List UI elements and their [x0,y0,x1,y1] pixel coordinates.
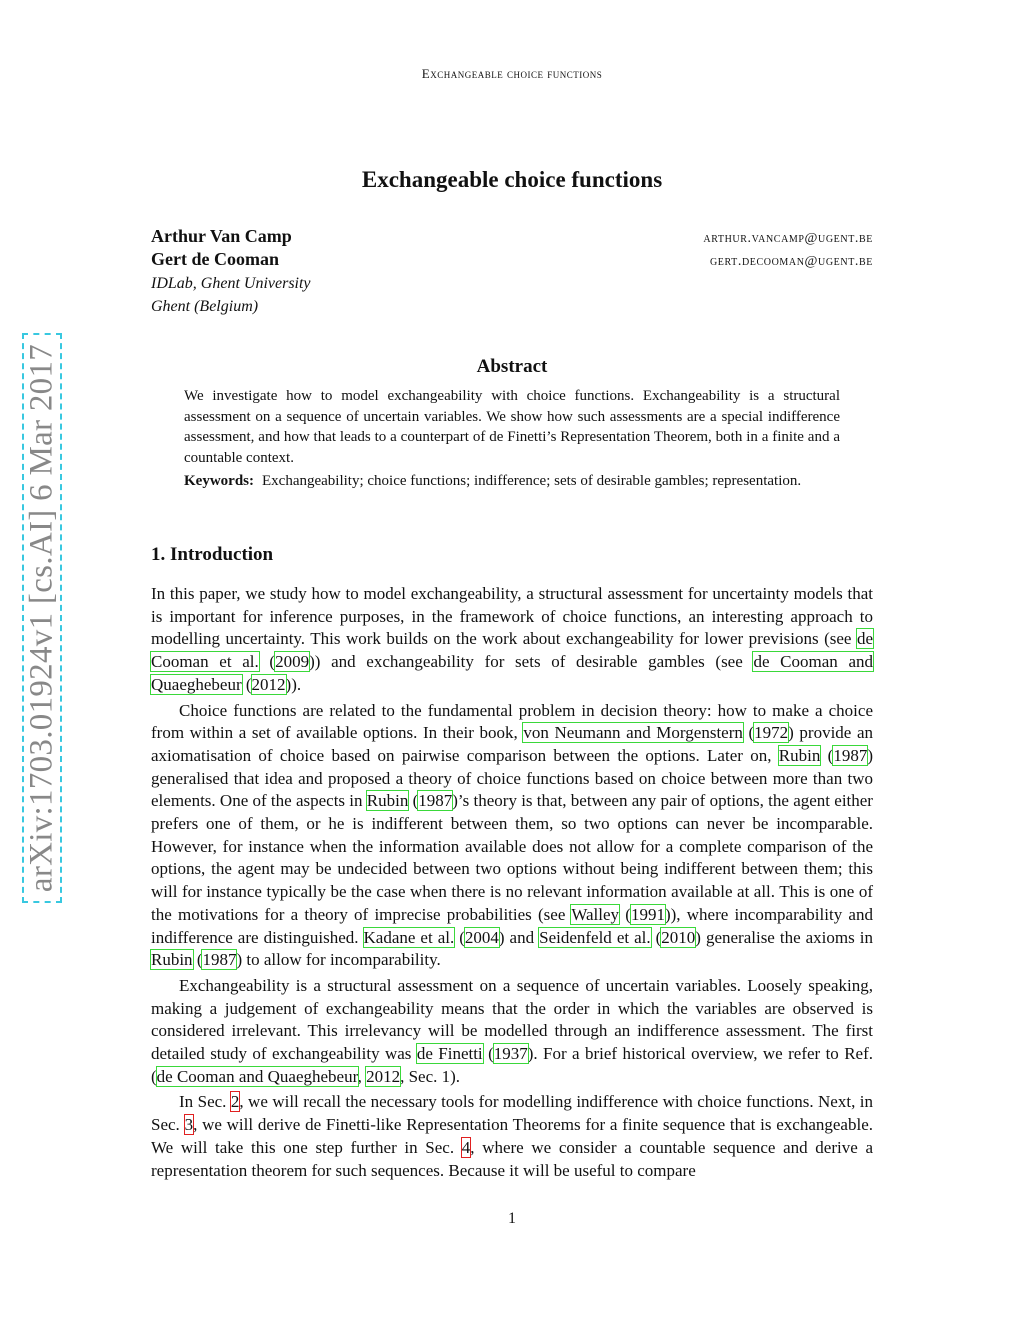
citation-link[interactable]: de Cooman and Quaeghebeur [156,1066,358,1086]
citation-year-link[interactable]: 2004 [464,927,499,947]
citation-link[interactable]: de Cooman et al. [151,629,873,672]
citation-year-link[interactable]: 1987 [202,950,237,970]
paragraph: Exchangeability is a structural assessment on a sequence of uncertain variables. Loosely speaking, making a judgement of exchangeability means that the order in which the variables are observed is considered irrelevant. This irrelevancy will be modelled through an indifference assessment. The first detailed study of exchangeability was de Finetti (1937). For a brief historical overview, we refer to Ref. (de Cooman and Quaeghebeur, 2012, Sec. 1). [151,975,873,1086]
citation-year-link[interactable]: 1987 [833,745,868,765]
paragraph: In this paper, we study how to model exchangeability, a structural assessment for uncertainty models that is important for inference purposes, in the framework of choice functions, an interesting approach to modelling uncertainty. This work builds on the work about exchangeability for lower previsions (see de Cooman et al. (2009)) and exchangeability for sets of desirable gambles (see de Cooman and Quaeghebeur (2012)). [151,584,873,694]
page-number: 1 [508,1210,516,1227]
citation-link[interactable]: Rubin [778,745,821,765]
citation-year-link[interactable]: 2012 [251,674,286,694]
section-ref-link[interactable]: 3 [184,1115,194,1135]
citation-link[interactable]: Seidenfeld et al. [539,927,651,947]
citation-link[interactable]: de Finetti [416,1044,483,1064]
citation-year-link[interactable]: 1991 [630,904,665,924]
abstract-text: We investigate how to model exchangeability with choice functions. Exchangeability is a structural assessment on a sequence of uncertain variables. We show how such assessments are a special indifference assessment, and how that leads to a counterpart of de Finetti’s Representation Theorem, both in a finite and a countable context. [184,388,840,466]
section-ref-link[interactable]: 4 [461,1137,471,1157]
arxiv-identifier-link[interactable] [22,333,62,903]
citation-link[interactable]: von Neumann and Morgenstern [523,723,743,743]
citation-link[interactable]: Rubin [366,791,409,811]
author-block [151,226,873,318]
citation-year-link[interactable]: 1937 [493,1044,528,1064]
citation-year-link[interactable]: 2010 [661,927,696,947]
author-email[interactable]: arthur.vancamp@ugent.be [703,231,873,246]
author-name: Arthur Van Camp [151,226,292,246]
author-email[interactable]: gert.decooman@ugent.be [709,254,873,269]
author-row [151,226,873,249]
citation-year-link[interactable]: 2009 [275,652,310,672]
body-text [151,583,873,1185]
paragraph: In Sec. 2, we will recall the necessary tools for modelling indifference with choice functions. Next, in Sec. 3, we will derive de Finetti-like Representation Theorems for a finite sequence that is exchangeable. We will take this one step further in Sec. 4, where we consider a countable sequence and derive a representation theorem for such sequences. Because it will be useful to compare [151,1092,874,1180]
section-ref-link[interactable]: 2 [230,1092,240,1112]
citation-link[interactable]: Walley [571,904,620,924]
affiliation-line: IDLab, Ghent University [151,275,311,292]
arxiv-identifier-text: arXiv:1703.01924v1 [cs.AI] 6 Mar 2017 [23,343,60,893]
author-name: Gert de Cooman [151,249,279,269]
citation-link[interactable]: Kadane et al. [363,927,455,947]
citation-year-link[interactable]: 1972 [754,723,789,743]
paragraph: Choice functions are related to the fundamental problem in decision theory: how to make a choice from within a set of available options. In their book, von Neumann and Morgenstern (1972) provide an axiomatisation of choice based on pairwise comparison between the options. Later on, Rubin (1987) generalised that idea and proposed a theory of choice functions based on choice between more than two elements. One of the aspects in Rubin (1987)’s theory is that, between any pair of options, the agent either prefers one of them, or he is indifferent between them, so two options can never be incomparable. However, for instance when the information available does not allow for a complete comparison of the options, the agent may be undecided between two options without being indifferent between them; this will for instance typically be the case when there is no relevant information available at all. This is one of the motivations for a theory of imprecise probabilities (see Walley (1991)), where incomparability and indifference are distinguished. Kadane et al. (2004) and Seidenfeld et al. (2010) generalise the axioms in Rubin (1987) to allow for incomparability. [151,700,873,970]
section-heading: 1. Introduction [151,544,274,565]
citation-link[interactable]: Rubin [151,950,193,970]
keywords [184,471,840,492]
citation-year-link[interactable]: 1987 [418,791,453,811]
running-head: Exchangeable choice functions [421,66,603,81]
citation-year-link[interactable]: 2012 [366,1066,401,1086]
abstract-heading: Abstract [476,356,548,377]
paper-title: Exchangeable choice functions [361,167,663,192]
keywords-text: Exchangeability; choice functions; indifference; sets of desirable gambles; representation. [262,473,802,489]
citation-link[interactable]: de Cooman and Quaeghebeur [151,652,873,694]
keywords-label: Keywords: [184,473,254,489]
affiliation-line: Ghent (Belgium) [151,298,259,315]
author-row [151,249,873,272]
